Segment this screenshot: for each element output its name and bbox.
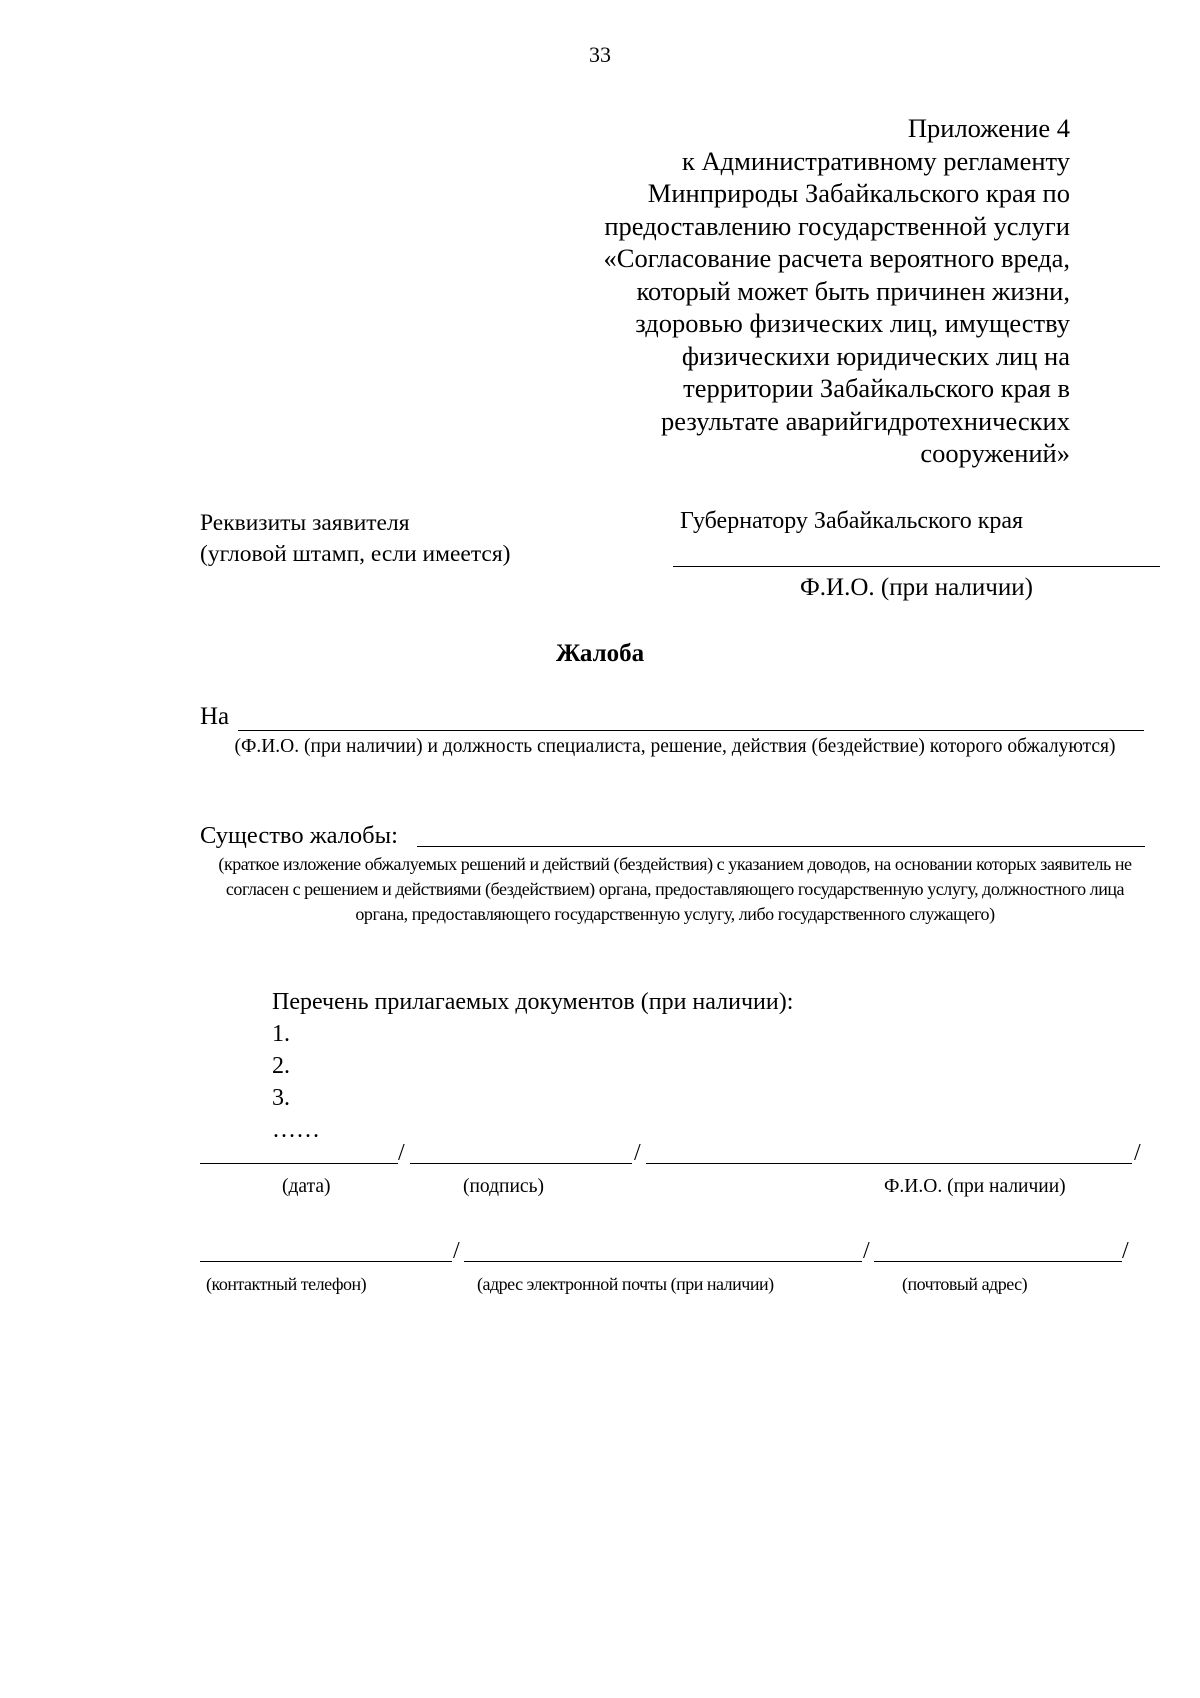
addressee-fio-caption: Ф.И.О. (при наличии) — [800, 574, 1033, 601]
date-field — [200, 1163, 398, 1164]
document-item: 2. — [272, 1053, 290, 1079]
appendix-header — [510, 112, 1070, 470]
applicant-line: (угловой штамп, если имеется) — [200, 541, 511, 567]
signature-field — [410, 1163, 632, 1164]
separator-slash: / — [1134, 1140, 1141, 1166]
appendix-line: к Административному регламенту — [682, 145, 1070, 176]
complaint-target-field — [238, 730, 1144, 731]
documents-heading: Перечень прилагаемых документов (при наличии): — [272, 989, 794, 1015]
complaint-target-caption: (Ф.И.О. (при наличии) и должность специалиста, решение, действия (бездействие) которого обжалуются) — [234, 736, 1116, 757]
signature-caption: (подпись) — [463, 1176, 544, 1197]
separator-slash: / — [1122, 1238, 1129, 1264]
applicant-line: Реквизиты заявителя — [200, 510, 410, 536]
attached-documents — [272, 986, 793, 1146]
postal-field — [874, 1261, 1122, 1262]
separator-slash: / — [398, 1140, 405, 1166]
page-number: 33 — [589, 42, 611, 67]
signature-fio-caption: Ф.И.О. (при наличии) — [884, 1176, 1066, 1197]
separator-slash: / — [634, 1140, 641, 1166]
appendix-line: который может быть причинен жизни, — [636, 275, 1070, 306]
appendix-line: Приложение 4 — [907, 113, 1070, 143]
appendix-line: физическихи юридических лиц на — [681, 340, 1070, 371]
document-title: Жалоба — [555, 640, 645, 667]
appendix-line: сооружений» — [920, 438, 1070, 468]
signature-fio-field — [646, 1163, 1132, 1164]
appendix-line: Минприроды Забайкальского края по — [647, 178, 1070, 208]
appendix-line: здоровью физических лиц, имуществу — [635, 308, 1070, 338]
appendix-line: результате аварийгидротехнических — [661, 405, 1070, 436]
phone-caption: (контактный телефон) — [206, 1274, 367, 1294]
document-item: …… — [272, 1117, 320, 1143]
date-caption: (дата) — [282, 1176, 331, 1197]
appendix-line: «Согласование расчета вероятного вреда, — [603, 243, 1070, 273]
addressee-fio-field — [673, 566, 1160, 567]
email-caption: (адрес электронной почты (при наличии) — [477, 1274, 774, 1294]
phone-field — [200, 1261, 452, 1262]
applicant-requisites — [200, 508, 510, 570]
document-item: 1. — [272, 1021, 290, 1047]
separator-slash: / — [863, 1238, 870, 1264]
complaint-essence-label: Существо жалобы: — [200, 822, 398, 849]
separator-slash: / — [453, 1238, 460, 1264]
postal-caption: (почтовый адрес) — [902, 1274, 1028, 1294]
complaint-essence-caption: (краткое изложение обжалуемых решений и действий (бездействия) с указанием доводов, на основании которых заявитель не согласен с решением и действиями (бездействием) органа, предоставляющего государственную услугу, должностного лица органа, предоставляющего государственную услугу, либо государственного служащего) — [218, 854, 1132, 924]
email-field — [464, 1261, 862, 1262]
appendix-line: предоставлению государственной услуги — [604, 210, 1070, 241]
document-item: 3. — [272, 1085, 290, 1111]
addressee: Губернатору Забайкальского края — [680, 508, 1024, 534]
complaint-essence-field — [417, 846, 1145, 847]
complaint-target-label: На — [200, 703, 230, 730]
appendix-line: территории Забайкальского края в — [683, 373, 1070, 403]
